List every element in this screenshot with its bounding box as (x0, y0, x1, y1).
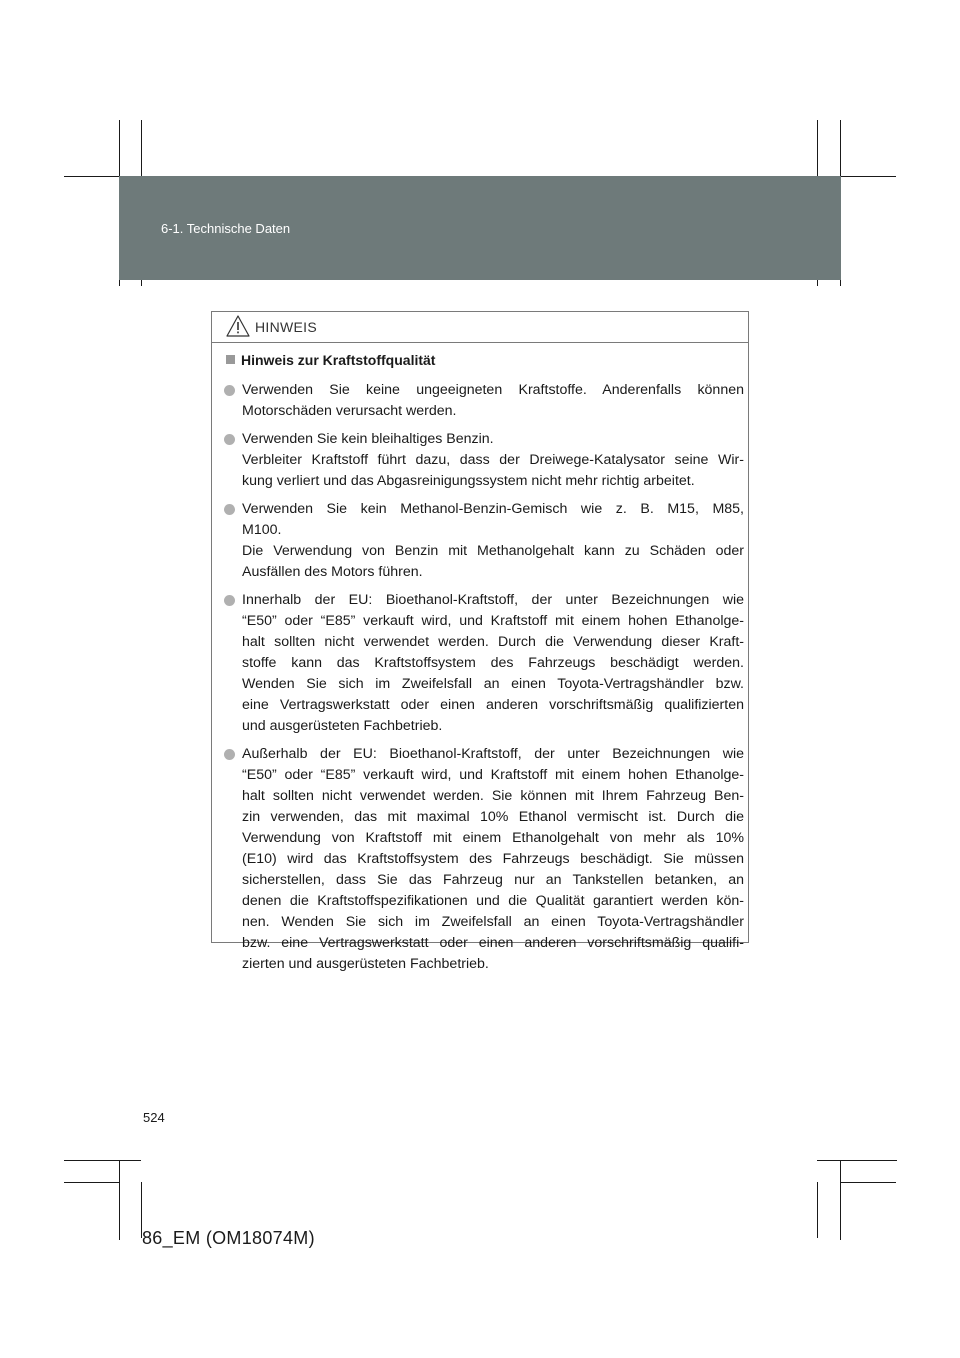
notice-list-item (242, 380, 744, 422)
notice-line: Verwenden Sie keine ungeeigneten Kraftstoffe. Anderenfalls können (242, 382, 744, 398)
notice-list-item (242, 429, 744, 492)
bullet-dot-icon (224, 434, 235, 445)
notice-topic (226, 352, 435, 368)
bullet-dot-icon (224, 595, 235, 606)
notice-line: Ausfällen des Motors führen. (242, 564, 423, 580)
document-code: 86_EM (OM18074M) (142, 1228, 315, 1248)
bullet-dot-icon (224, 504, 235, 515)
square-bullet-icon (226, 355, 235, 364)
notice-label: HINWEIS (255, 319, 317, 335)
warning-triangle-icon (226, 315, 250, 337)
notice-line: Verwendung von Kraftstoff mit einem Ethanolgehalt von mehr als 10% (242, 830, 744, 846)
notice-line: sicherstellen, dass Sie das Fahrzeug nur an Tankstellen betanken, an (242, 872, 744, 888)
section-header-band (119, 176, 841, 280)
crop-mark (64, 1182, 120, 1183)
notice-line: “E50” oder “E85” verkauft wird, und Kraftstoff mit einem hohen Ethanolge- (242, 767, 744, 783)
crop-mark (64, 1160, 141, 1161)
crop-mark (840, 1182, 896, 1183)
crop-mark (817, 1182, 818, 1238)
notice-topic-text: Hinweis zur Kraftstoffqualität (241, 352, 436, 368)
notice-header (212, 312, 748, 343)
notice-line: und ausgerüsteten Fachbetrieb. (242, 718, 443, 734)
section-title: 6-1. Technische Daten (161, 221, 291, 236)
notice-line: Verwenden Sie kein Methanol-Benzin-Gemisch wie z. B. M15, M85, (242, 501, 744, 517)
notice-line: Außerhalb der EU: Bioethanol-Kraftstoff, der unter Bezeichnungen wie (242, 746, 744, 762)
notice-line: kung verliert und das Abgasreinigungssystem nicht mehr richtig arbeitet. (242, 473, 695, 489)
notice-line: Verbleiter Kraftstoff führt dazu, dass der Dreiwege-Katalysator seine Wir- (242, 452, 744, 468)
crop-mark (840, 1160, 841, 1240)
notice-line: zierten und ausgerüsteten Fachbetrieb. (242, 956, 489, 972)
notice-list-item (242, 590, 744, 737)
notice-line: “E50” oder “E85” verkauft wird, und Kraftstoff mit einem hohen Ethanolge- (242, 613, 744, 629)
notice-line: Die Verwendung von Benzin mit Methanolgehalt kann zu Schäden oder (242, 543, 744, 559)
notice-line: Wenden Sie sich im Zweifelsfall an einen Toyota-Vertragshändler bzw. (242, 676, 744, 692)
crop-mark (64, 176, 120, 177)
notice-line: denen die Kraftstoffspezifikationen und die Qualität garantiert werden kön- (242, 893, 744, 909)
notice-line: stoffe kann das Kraftstoffsystem des Fahrzeugs beschädigt werden. (242, 655, 744, 671)
page-number: 524 (143, 1110, 165, 1125)
notice-line: eine Vertragswerkstatt oder einen anderen vorschriftsmäßig qualifizierten (242, 697, 744, 713)
notice-box (211, 311, 749, 972)
crop-mark (119, 1160, 120, 1240)
notice-list (242, 380, 744, 982)
notice-line: halt sollten nicht verwendet werden. Durch die Verwendung dieser Kraft- (242, 634, 744, 650)
notice-line: zin verwenden, das mit maximal 10% Ethanol vermischt ist. Durch die (242, 809, 744, 825)
notice-line: Innerhalb der EU: Bioethanol-Kraftstoff, der unter Bezeichnungen wie (242, 592, 744, 608)
notice-line: bzw. eine Vertragswerkstatt oder einen anderen vorschriftsmäßig qualifi- (242, 935, 744, 951)
notice-list-item (242, 499, 744, 583)
notice-line: nen. Wenden Sie sich im Zweifelsfall an einen Toyota-Vertragshändler (242, 914, 744, 930)
notice-list-item (242, 744, 744, 975)
notice-line: M100. (242, 522, 282, 538)
bullet-dot-icon (224, 749, 235, 760)
crop-mark (817, 1160, 897, 1161)
bullet-dot-icon (224, 385, 235, 396)
notice-line: halt sollten nicht verwendet werden. Sie können mit Ihrem Fahrzeug Ben- (242, 788, 744, 804)
notice-line: Verwenden Sie kein bleihaltiges Benzin. (242, 431, 494, 447)
notice-line: Motorschäden verursacht werden. (242, 403, 457, 419)
crop-mark (840, 176, 896, 177)
notice-line: (E10) wird das Kraftstoffsystem des Fahrzeugs beschädigt. Sie müssen (242, 851, 744, 867)
